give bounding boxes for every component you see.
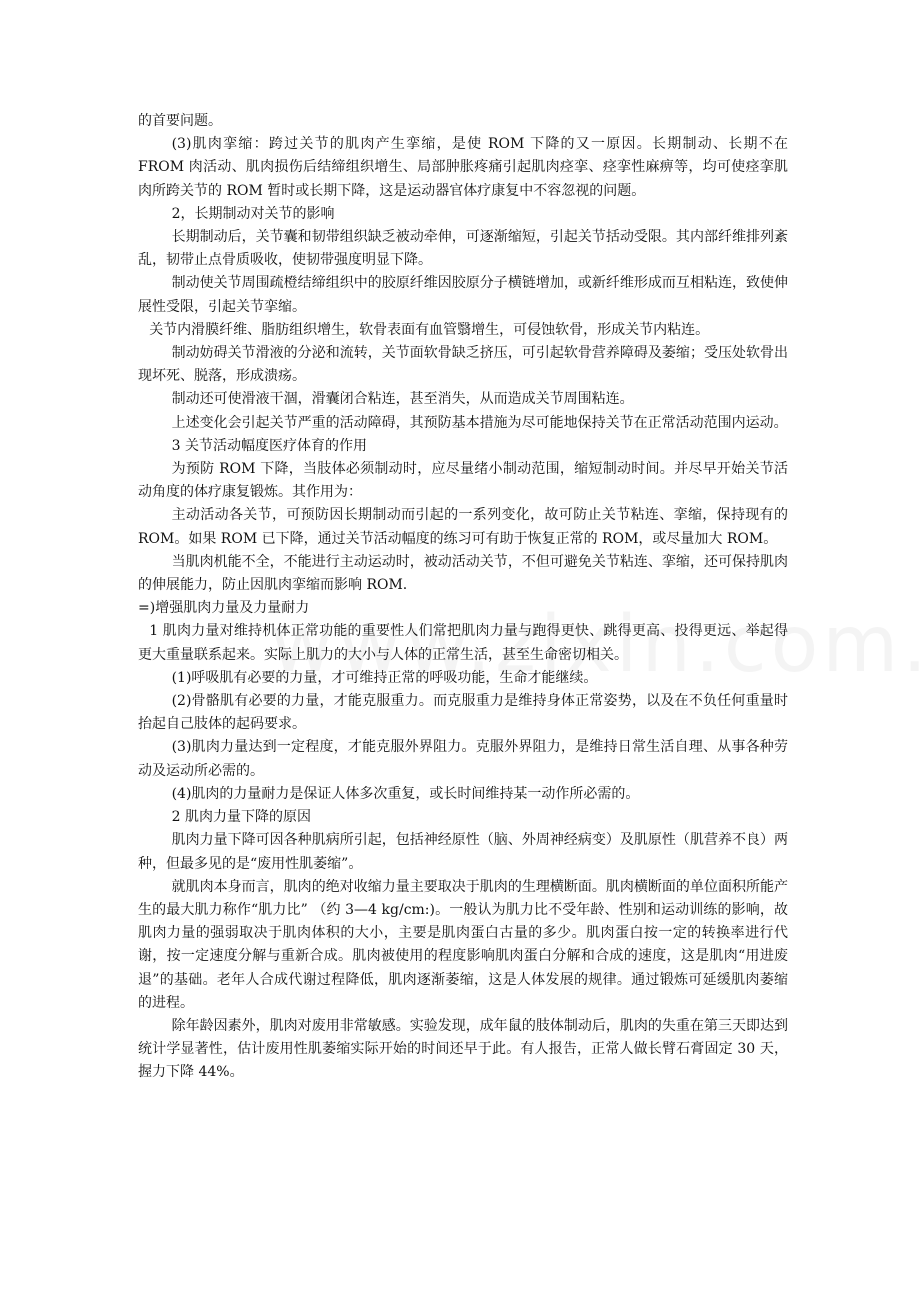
paragraph: (2)骨骼肌有必要的力量，才能克服重力。而克服重力是维持身体正常姿势，以及在不负任何重量时抬起自己肢体的起码要求。 [138,693,788,733]
paragraph: 3 关节活动幅度医疗体育的作用 [171,437,367,454]
paragraph: 肌肉力量下降可因各种肌病所引起，包括神经原性（脑、外周神经病变）及肌原性（肌营养不良）两种，但最多见的是“废用性肌萎缩”。 [138,832,788,872]
paragraph: 制动还可使滑液干涸，滑囊闭合粘连，甚至消失，从而造成关节周围粘连。 [171,391,634,408]
paragraph: =)增强肌肉力量及力量耐力 [138,600,310,617]
paragraph: 除年龄因素外，肌肉对废用非常敏感。实验发现，成年鼠的肢体制动后，肌肉的失重在第三天即达到统计学显著性，估计废用性肌萎缩实际开始的时间还早于此。有人报告，正常人做长臂石膏固定 30 天，握力下降 44%。 [138,1017,788,1081]
paragraph: 当肌肉机能不全，不能进行主动运动时，被动活动关节，不但可避免关节粘连、挛缩，还可保持肌肉的伸展能力，防止因肌肉挛缩而影响 ROM. [138,553,788,594]
paragraph: 2，长期制动对关节的影响 [171,205,335,222]
paragraph: 关节内滑膜纤维、脂肪组织增生，软骨表面有血管翳增生，可侵蚀软骨，形成关节内粘连。 [149,321,710,338]
paragraph: (3)肌肉力量达到一定程度，才能克服外界阻力。克服外界阻力，是维持日常生活自理、从事各种劳动及运动所必需的。 [138,739,788,779]
document-body [138,110,788,1085]
paragraph: 1 肌肉力量对维持机体正常功能的重要性人们常把肌肉力量与跑得更快、跳得更高、投得更远、举起得更大重量联系起来。实际上肌力的大小与人体的正常生活，甚至生命密切相关。 [138,623,788,663]
paragraph: 主动活动各关节，可预防因长期制动而引起的一系列变化，故可防止关节粘连、挛缩，保持现有的 ROM。如果 ROM 已下降，通过关节活动幅度的练习可有助于恢复正常的 ROM，或尽量加大 ROM。 [138,507,788,547]
paragraph: 上述变化会引起关节严重的活动障碍，其预防基本措施为尽可能地保持关节在正常活动范围内运动。 [171,414,788,431]
paragraph: 的首要问题。 [138,113,222,129]
paragraph: 就肌肉本身而言，肌肉的绝对收缩力量主要取决于肌肉的生理横断面。肌肉横断面的单位面积所能产生的最大肌力称作“肌力比” （约 3—4 kg/cm:)。一般认为肌力比不受年龄、性别和运动训练的影响，故肌肉力量的强弱取决于肌肉体积的大小，主要是肌肉蛋白古量的多少。肌肉蛋白按一定的转换率进行代谢，按一定速度分解与重新合成。肌肉被使用的程度影响肌肉蛋白分解和合成的速度，这是肌肉“用进废退”的基础。老年人合成代谢过程降低，肌肉逐渐萎缩，这是人体发展的规律。通过锻炼可延缓肌肉萎缩的进程。 [138,878,788,1011]
paragraph: 2 肌肉力量下降的原因 [171,809,311,826]
paragraph: 长期制动后，关节囊和韧带组织缺乏被动牵伸，可逐渐缩短，引起关节括动受限。其内部纤维排列紊乱，韧带止点骨质吸收，使韧带强度明显下降。 [138,229,788,269]
paragraph: 制动使关节周围疏橙结缔组织中的胶原纤维因胶原分子横链增加，或新纤维形成而互相粘连，致使伸展性受限，引起关节挛缩。 [138,275,788,315]
paragraph: (3)肌肉挛缩：跨过关节的肌肉产生挛缩，是使 ROM 下降的又一原因。长期制动、长期不在 FROM 肉活动、肌肉损伤后结缔组织增生、局部肿胀疼痛引起肌肉痉挛、痉挛性麻痹等，均可使痉挛肌肉所跨关节的 ROM 暂时或长期下降，这是运动器官体疗康复中不容忽视的问题。 [138,136,788,199]
paragraph: (4)肌肉的力量耐力是保证人体多次重复，或长时间维持某一动作所必需的。 [171,785,640,802]
paragraph: (1)呼吸肌有必要的力量，才可维持正常的呼吸功能，生命才能继续。 [171,669,598,686]
paragraph: 为预防 ROM 下降，当肢体必须制动时，应尽量绪小制动范围，缩短制动时间。并尽早开始关节活动角度的体疗康复锻炼。其作用为： [138,461,788,501]
paragraph: 制动妨碍关节滑液的分泌和流转，关节面软骨缺乏挤压，可引起软骨营养障碍及萎缩；受压处软骨出现坏死、脱落，形成溃疡。 [138,345,788,385]
